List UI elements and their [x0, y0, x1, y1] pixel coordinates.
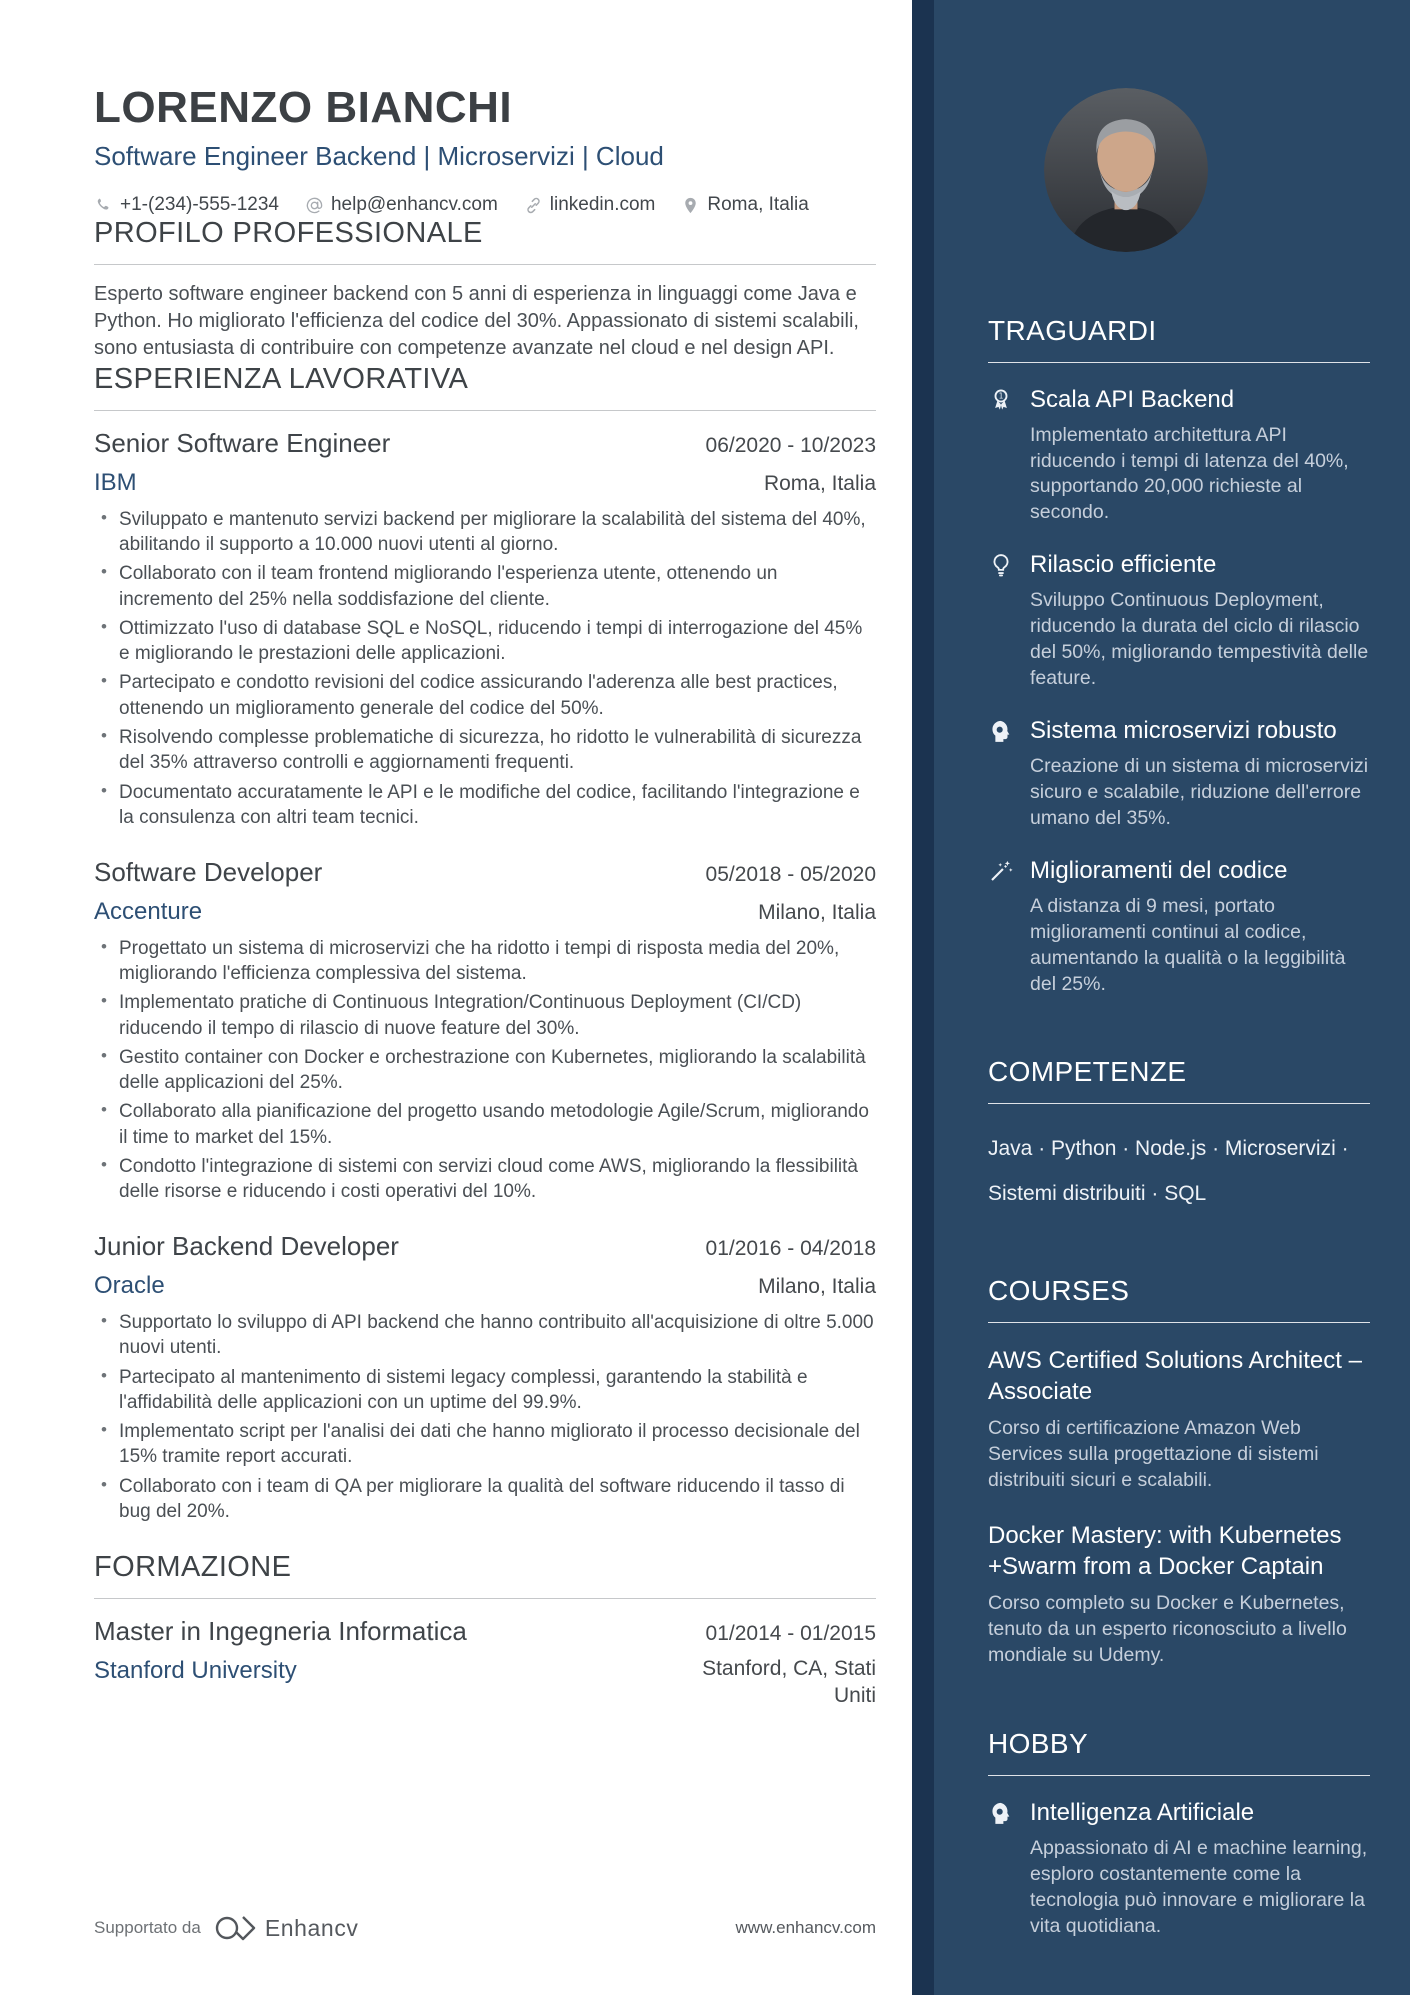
skills-heading: COMPETENZE: [988, 1055, 1370, 1104]
job-headline: Software Engineer Backend | Microservizi | Cloud: [94, 140, 664, 171]
skills-section: [988, 1055, 1370, 1216]
contact-item[interactable]: [94, 194, 279, 216]
experience-section: [94, 362, 876, 1550]
course-text: Corso di certificazione Amazon Web Services sulla progettazione di sistemi distribuiti sicuri e scalabili.: [988, 1417, 1319, 1492]
contact-row: [94, 194, 876, 216]
magic-wand-icon: [988, 858, 1014, 884]
education-dates: 01/2014 - 01/2015: [705, 1622, 876, 1645]
sidebar-item: [988, 1798, 1370, 1940]
job-bullet: • Implementato pratiche di Continuous Integration/Continuous Deployment (CI/CD) riducendo il tempo di rilascio di nuove feature del 30%.: [94, 990, 876, 1041]
svg-text:1: 1: [998, 391, 1004, 401]
job-dates: 05/2018 - 05/2020: [705, 863, 876, 887]
course-title: AWS Certified Solutions Architect – Associate: [988, 1346, 1362, 1406]
profile-heading: PROFILO PROFESSIONALE: [94, 216, 876, 265]
link-icon: [524, 196, 543, 215]
job-title: Junior Backend Developer: [94, 1231, 399, 1262]
school-name[interactable]: Stanford University: [94, 1656, 297, 1684]
job-location: Roma, Italia: [763, 471, 876, 495]
courses-list: [988, 1345, 1370, 1669]
job-bullets: [94, 507, 876, 830]
contact-text: +1-(234)-555-1234: [120, 194, 279, 216]
sidebar-item: [988, 856, 1370, 998]
sidebar-item: [988, 385, 1370, 527]
job-bullet: • Collaborato alla pianificazione del progetto usando metodologie Agile/Scrum, migliorando il time to market del 15%.: [94, 1099, 876, 1150]
contact-text: help@enhancv.com: [330, 194, 498, 216]
profile-summary: Esperto software engineer backend con 5 anni di esperienza in linguaggi come Java e Python. Ho migliorato l'efficienza del codice del 30%. Appassionato di sistemi scalabili, sono entusiasta di contribuire con competenze avanzate nel cloud e nel design API.: [94, 282, 859, 360]
degree-title: Master in Ingegneria Informatica: [94, 1616, 467, 1646]
sidebar-item-text: Implementato architettura API riducendo i tempi di latenza del 40%, supportando 20,000 richieste al secondo.: [1030, 423, 1349, 524]
job-dates: 01/2016 - 04/2018: [705, 1237, 876, 1261]
powered-by-label: Supportato da: [94, 1918, 201, 1937]
contact-item[interactable]: [305, 194, 498, 216]
course-text: Corso completo su Docker e Kubernetes, tenuto da un esperto riconosciuto a livello mondiale su Udemy.: [988, 1592, 1347, 1667]
courses-section: [988, 1274, 1370, 1669]
job-bullet: • Collaborato con il team frontend migliorando l'esperienza utente, ottenendo un incremento del 25% nella soddisfazione del cliente.: [94, 561, 876, 612]
job-bullets: [94, 1310, 876, 1524]
achievements-section: [988, 314, 1370, 997]
experience-heading: ESPERIENZA LAVORATIVA: [94, 362, 876, 411]
hobby-list: [988, 1798, 1370, 1940]
job-bullet: • Gestito container con Docker e orchestrazione con Kubernetes, migliorando la scalabilità delle applicazioni del 25%.: [94, 1045, 876, 1096]
sidebar-item-title: Rilascio efficiente: [1030, 551, 1217, 579]
enhancv-brand-name[interactable]: Enhancv: [264, 1914, 359, 1941]
education-heading: FORMAZIONE: [94, 1550, 876, 1599]
resume-header: [94, 84, 876, 216]
sidebar: [912, 0, 1410, 1995]
contact-item[interactable]: [524, 194, 656, 216]
location-icon: [681, 196, 700, 215]
education-location: Stanford, CA, Stati Uniti: [702, 1656, 876, 1707]
phone-icon: [94, 196, 113, 215]
medal-icon: [988, 387, 1014, 413]
job-location: Milano, Italia: [758, 900, 876, 924]
job-title: Senior Software Engineer: [94, 428, 391, 459]
jobs-list: [94, 427, 876, 1524]
education-section: [94, 1550, 876, 1709]
courses-heading: COURSES: [988, 1274, 1370, 1323]
person-name: LORENZO BIANCHI: [94, 83, 513, 132]
job-bullet: • Risolvendo complesse problematiche di sicurezza, ho ridotto le vulnerabilità di sicurezza del 35% attraverso controlli e aggiornamenti frequenti.: [94, 725, 876, 776]
job-bullet: • Implementato script per l'analisi dei dati che hanno migliorato il processo decisionale del 15% tramite report accurati.: [94, 1419, 876, 1470]
job-bullet: • Sviluppato e mantenuto servizi backend per migliorare la scalabilità del sistema del 40%, abilitando il supporto a 10.000 nuovi utenti al giorno.: [94, 507, 876, 558]
job-bullet: • Supportato lo sviluppo di API backend che hanno contribuito all'acquisizione di oltre 5.000 nuovi utenti.: [94, 1310, 876, 1361]
job-title: Software Developer: [94, 857, 323, 888]
job-bullets: [94, 936, 876, 1205]
contact-text: Roma, Italia: [707, 194, 809, 216]
job-entry: [94, 856, 876, 1204]
achievements-heading: TRAGUARDI: [988, 314, 1370, 363]
sidebar-item-text: Creazione di un sistema di microservizi sicuro e scalabile, riduzione dell'errore umano del 35%.: [1030, 754, 1369, 829]
achievements-list: [988, 385, 1370, 998]
job-location: Milano, Italia: [758, 1274, 876, 1298]
sidebar-item: [988, 550, 1370, 692]
job-entry: [94, 1230, 876, 1524]
footer-website-link[interactable]: www.enhancv.com: [735, 1918, 876, 1937]
hobby-section: [988, 1727, 1370, 1939]
course-item: [988, 1520, 1370, 1669]
contact-text: linkedin.com: [549, 194, 656, 216]
ai-head-icon: [988, 1800, 1014, 1826]
job-bullet: • Ottimizzato l'uso di database SQL e NoSQL, riducendo i tempi di interrogazione del 45% e migliorando le prestazioni delle applicazioni.: [94, 616, 876, 667]
skills-text: Java · Python · Node.js · Microservizi · Sistemi distribuiti · SQL: [988, 1137, 1349, 1206]
sidebar-item-title: Intelligenza Artificiale: [1030, 1798, 1255, 1826]
course-item: [988, 1345, 1370, 1494]
job-bullet: • Progettato un sistema di microservizi che ha ridotto i tempi di risposta media del 20%, migliorando l'efficienza complessiva del sistema.: [94, 936, 876, 987]
enhancv-logo-icon: [215, 1913, 257, 1943]
sidebar-item: [988, 716, 1370, 832]
job-bullet: • Condotto l'integrazione di sistemi con servizi cloud come AWS, migliorando la flessibilità delle risorse e riducendo i costi operativi del 10%.: [94, 1154, 876, 1205]
contact-item: [681, 194, 808, 216]
at-icon: [305, 196, 324, 215]
profile-section: [94, 216, 876, 362]
job-bullet: • Documentato accuratamente le API e le modifiche del codice, facilitando l'integrazione e la consulenza con altri team tecnici.: [94, 780, 876, 831]
job-bullet: • Collaborato con i team di QA per migliorare la qualità del software riducendo il tasso di bug del 20%.: [94, 1474, 876, 1525]
profile-photo: [1044, 88, 1208, 252]
job-company: IBM: [94, 468, 137, 496]
ai-head-icon: [988, 718, 1014, 744]
sidebar-item-text: Appassionato di AI e machine learning, esploro costantemente come la tecnologia può innovare e migliorare la vita quotidiana.: [1030, 1836, 1368, 1937]
job-bullet: • Partecipato e condotto revisioni del codice assicurando l'aderenza alle best practices, ottenendo un miglioramento generale del codice del 50%.: [94, 670, 876, 721]
sidebar-item-text: Sviluppo Continuous Deployment, riducendo la durata del ciclo di rilascio del 50%, migliorando tempestività delle feature.: [1030, 589, 1369, 690]
hobby-heading: HOBBY: [988, 1727, 1370, 1776]
job-dates: 06/2020 - 10/2023: [705, 434, 876, 458]
course-title: Docker Mastery: with Kubernetes +Swarm from a Docker Captain: [988, 1522, 1342, 1581]
page-footer: [94, 1883, 876, 1943]
job-company: Accenture: [94, 897, 203, 925]
sidebar-item-title: Scala API Backend: [1030, 385, 1235, 413]
job-entry: [94, 427, 876, 830]
sidebar-item-title: Miglioramenti del codice: [1030, 856, 1288, 884]
job-bullet: • Partecipato al mantenimento di sistemi legacy complessi, garantendo la stabilità e l'affidabilità delle applicazioni con un uptime del 99.9%.: [94, 1365, 876, 1416]
job-company: Oracle: [94, 1271, 165, 1299]
lightbulb-icon: [988, 552, 1014, 578]
sidebar-item-title: Sistema microservizi robusto: [1030, 716, 1337, 744]
sidebar-item-text: A distanza di 9 mesi, portato miglioramenti continui al codice, aumentando la qualità o la leggibilità del 25%.: [1030, 894, 1346, 995]
